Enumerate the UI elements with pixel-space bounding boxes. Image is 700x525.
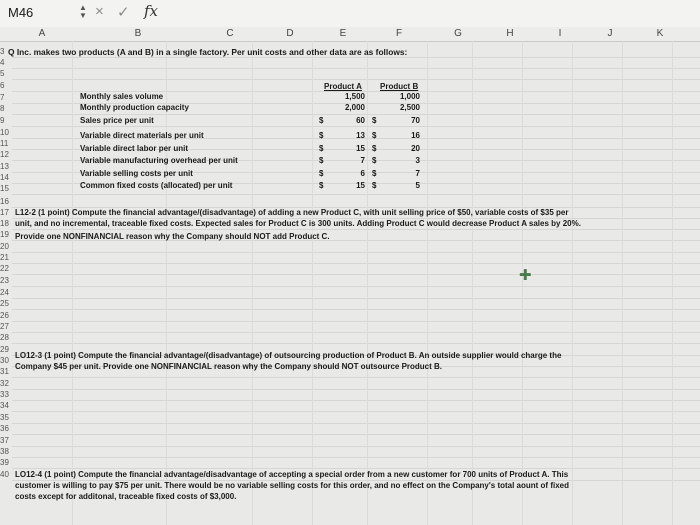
column-header[interactable]: B bbox=[134, 28, 142, 39]
product-a-value[interactable]: 6 bbox=[360, 169, 365, 178]
row-header[interactable]: 5 bbox=[0, 69, 5, 78]
product-a-dollar[interactable]: $ bbox=[319, 144, 324, 153]
product-b-dollar[interactable]: $ bbox=[372, 181, 377, 190]
product-b-value[interactable]: 70 bbox=[411, 116, 420, 125]
product-b-value[interactable]: 7 bbox=[415, 169, 420, 178]
row-header[interactable]: 18 bbox=[0, 219, 9, 228]
product-a-value[interactable]: 15 bbox=[356, 144, 365, 153]
row-header[interactable]: 33 bbox=[0, 390, 9, 399]
cell-grid[interactable] bbox=[12, 41, 700, 525]
column-header[interactable]: A bbox=[38, 28, 46, 39]
column-header[interactable]: H bbox=[506, 28, 514, 39]
row-header[interactable]: 35 bbox=[0, 413, 9, 422]
fx-icon[interactable]: fx bbox=[144, 2, 159, 20]
row-header[interactable]: 22 bbox=[0, 264, 9, 273]
row-header[interactable]: 17 bbox=[0, 208, 9, 217]
product-a-value[interactable]: 7 bbox=[360, 156, 365, 165]
row-header[interactable]: 12 bbox=[0, 150, 9, 159]
product-a-value[interactable]: 1,500 bbox=[344, 92, 365, 101]
row-header[interactable]: 31 bbox=[0, 367, 9, 376]
row-header[interactable]: 4 bbox=[0, 58, 5, 67]
cancel-icon[interactable]: × bbox=[95, 3, 104, 20]
product-b-dollar[interactable]: $ bbox=[372, 169, 377, 178]
row-label[interactable]: Variable selling costs per unit bbox=[80, 169, 193, 178]
product-b-value[interactable]: 2,500 bbox=[399, 103, 420, 112]
row-header[interactable]: 8 bbox=[0, 104, 5, 113]
row-header[interactable]: 27 bbox=[0, 322, 9, 331]
row-header[interactable]: 11 bbox=[0, 139, 9, 148]
row-header[interactable]: 14 bbox=[0, 173, 9, 182]
product-a-dollar[interactable]: $ bbox=[319, 131, 324, 140]
row-header[interactable]: 32 bbox=[0, 379, 9, 388]
row-header[interactable]: 7 bbox=[0, 93, 5, 102]
row-header-bar bbox=[0, 41, 12, 525]
column-header-bar bbox=[0, 27, 700, 42]
row-header[interactable]: 23 bbox=[0, 276, 9, 285]
row-header[interactable]: 25 bbox=[0, 299, 9, 308]
product-b-value[interactable]: 3 bbox=[415, 156, 420, 165]
row-header[interactable]: 10 bbox=[0, 128, 9, 137]
stepper-icon[interactable]: ▲ ▼ bbox=[79, 3, 87, 20]
column-header[interactable]: D bbox=[286, 28, 294, 39]
row-header[interactable]: 16 bbox=[0, 197, 9, 206]
row-label[interactable]: Common fixed costs (allocated) per unit bbox=[80, 181, 233, 190]
product-b-dollar[interactable]: $ bbox=[372, 144, 377, 153]
product-b-dollar[interactable]: $ bbox=[372, 156, 377, 165]
row-header[interactable]: 20 bbox=[0, 242, 9, 251]
product-a-dollar[interactable]: $ bbox=[319, 156, 324, 165]
formula-bar bbox=[0, 0, 700, 28]
product-b-value[interactable]: 5 bbox=[415, 181, 420, 190]
question-line[interactable]: LO12-4 (1 point) Compute the financial advantage/disadvantage of accepting a special order from a new customer for 700 units of Product A. This bbox=[15, 470, 569, 479]
row-header[interactable]: 36 bbox=[0, 424, 9, 433]
question-line[interactable]: customer is willing to pay $75 per unit. There would be no variable selling costs for this order, and no effect on the Company's total aount of fixed bbox=[15, 481, 569, 490]
product-b-value[interactable]: 1,000 bbox=[399, 92, 420, 101]
product-a-value[interactable]: 15 bbox=[356, 181, 365, 190]
row-label[interactable]: Monthly production capacity bbox=[80, 103, 189, 112]
column-header[interactable]: G bbox=[454, 28, 462, 39]
row-header[interactable]: 13 bbox=[0, 162, 9, 171]
row-label[interactable]: Sales price per unit bbox=[80, 116, 154, 125]
row-header[interactable]: 29 bbox=[0, 345, 9, 354]
question-line[interactable]: unit, and no incremental, traceable fixed costs. Expected sales for Product C is 300 units. Adding Product C would decrease Product A sales by 20%. bbox=[15, 219, 581, 228]
product-a-dollar[interactable]: $ bbox=[319, 181, 324, 190]
row-label[interactable]: Monthly sales volume bbox=[80, 92, 164, 101]
product-b-header[interactable]: Product B bbox=[380, 82, 419, 91]
row-header[interactable]: 24 bbox=[0, 288, 9, 297]
row-header[interactable]: 37 bbox=[0, 436, 9, 445]
question-line[interactable]: Provide one NONFINANCIAL reason why the Company should NOT add Product C. bbox=[15, 232, 330, 241]
column-header[interactable]: C bbox=[226, 28, 234, 39]
product-b-dollar[interactable]: $ bbox=[372, 116, 377, 125]
row-header[interactable]: 40 bbox=[0, 470, 9, 479]
row-header[interactable]: 38 bbox=[0, 447, 9, 456]
row-header[interactable]: 19 bbox=[0, 230, 9, 239]
row-header[interactable]: 15 bbox=[0, 184, 9, 193]
product-b-dollar[interactable]: $ bbox=[372, 131, 377, 140]
row-header[interactable]: 21 bbox=[0, 253, 9, 262]
product-b-value[interactable]: 20 bbox=[411, 144, 420, 153]
product-a-dollar[interactable]: $ bbox=[319, 169, 324, 178]
column-header[interactable]: K bbox=[656, 28, 664, 39]
row-label[interactable]: Variable manufacturing overhead per unit bbox=[80, 156, 238, 165]
question-line[interactable]: costs except for additonal, traceable fixed costs of $3,000. bbox=[15, 492, 237, 501]
row-header[interactable]: 6 bbox=[0, 81, 5, 90]
row-header[interactable]: 28 bbox=[0, 333, 9, 342]
row-label[interactable]: Variable direct materials per unit bbox=[80, 131, 204, 140]
product-a-value[interactable]: 60 bbox=[356, 116, 365, 125]
title-cell[interactable]: Q Inc. makes two products (A and B) in a single factory. Per unit costs and other data are as follows: bbox=[8, 47, 408, 57]
column-header[interactable]: F bbox=[395, 28, 403, 39]
question-line[interactable]: Company $45 per unit. Provide one NONFINANCIAL reason why the Company should NOT outsource Product B. bbox=[15, 362, 443, 371]
question-line[interactable]: LO12-3 (1 point) Compute the financial advantage/(disadvantage) of outsourcing production of Product B. An outside supplier would charge the bbox=[15, 351, 562, 360]
column-header[interactable]: E bbox=[339, 28, 347, 39]
row-header[interactable]: 3 bbox=[0, 47, 5, 56]
row-header[interactable]: 9 bbox=[0, 116, 5, 125]
row-header[interactable]: 26 bbox=[0, 311, 9, 320]
product-a-header[interactable]: Product A bbox=[324, 82, 362, 91]
question-line[interactable]: L12-2 (1 point) Compute the financial advantage/(disadvantage) of adding a new Product C, with unit selling price of $50, variable costs of $35 per bbox=[15, 208, 569, 217]
confirm-icon[interactable]: ✓ bbox=[117, 4, 130, 21]
row-header[interactable]: 39 bbox=[0, 458, 9, 467]
product-a-dollar[interactable]: $ bbox=[319, 116, 324, 125]
cursor-plus-icon: ✚ bbox=[519, 267, 532, 284]
row-header[interactable]: 30 bbox=[0, 356, 9, 365]
row-header[interactable]: 34 bbox=[0, 401, 9, 410]
row-label[interactable]: Variable direct labor per unit bbox=[80, 144, 189, 153]
column-header[interactable]: I bbox=[558, 28, 562, 39]
column-header[interactable]: J bbox=[607, 28, 613, 39]
name-box[interactable]: M46 bbox=[8, 5, 34, 20]
product-b-value[interactable]: 16 bbox=[411, 131, 420, 140]
product-a-value[interactable]: 13 bbox=[356, 131, 365, 140]
product-a-value[interactable]: 2,000 bbox=[344, 103, 365, 112]
